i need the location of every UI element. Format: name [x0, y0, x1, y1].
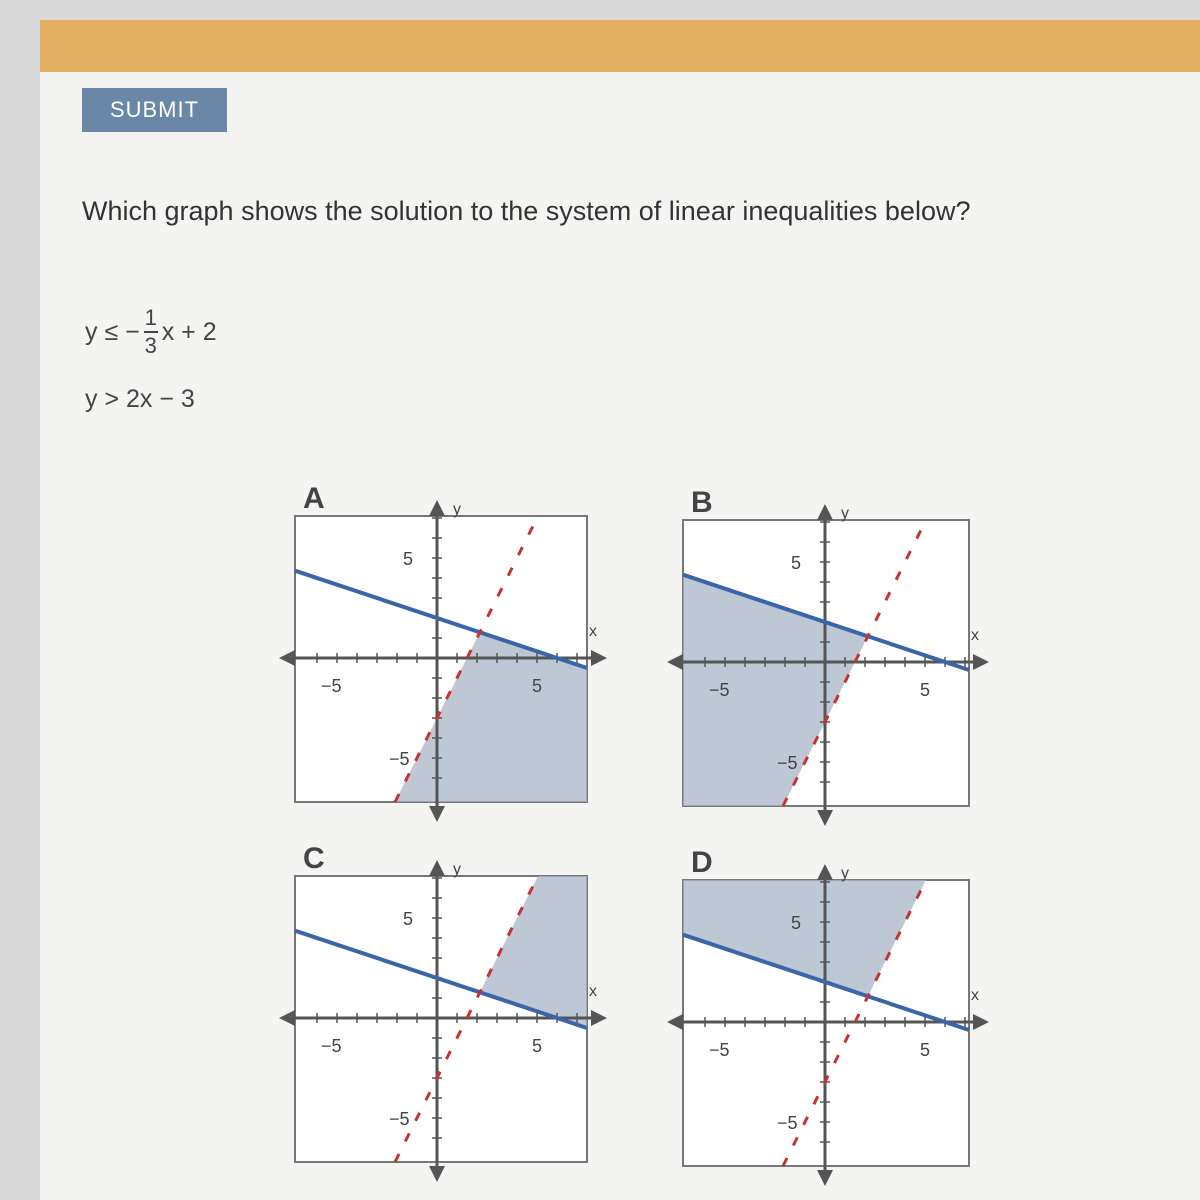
y-axis-label: y [453, 501, 461, 518]
graph-option-a[interactable] [279, 482, 607, 822]
x-tick-label-5: 5 [920, 680, 931, 700]
y-axis-arrow-down [817, 810, 833, 826]
x-axis-arrow-right [591, 650, 607, 666]
x-tick-label-5: 5 [532, 1036, 543, 1056]
y-axis-arrow-up [817, 504, 833, 520]
graph-label-c: C [303, 842, 325, 875]
y-tick-label-neg5: −5 [389, 1109, 410, 1129]
graph-option-c[interactable] [279, 842, 607, 1182]
x-axis-label: x [971, 987, 979, 1004]
x-axis-arrow-left [667, 654, 683, 670]
fraction-numerator: 1 [144, 305, 157, 330]
x-axis-arrow-left [667, 1014, 683, 1030]
y-axis-label: y [841, 505, 849, 522]
x-axis-label: x [589, 983, 597, 1000]
y-axis-arrow-down [429, 806, 445, 822]
y-tick-label-neg5: −5 [777, 1113, 798, 1133]
x-axis-arrow-left [279, 650, 295, 666]
graph-option-d[interactable] [667, 846, 989, 1186]
y-tick-label-5: 5 [403, 549, 414, 569]
y-tick-label-5: 5 [403, 909, 414, 929]
y-tick-label-5: 5 [791, 553, 802, 573]
y-axis-arrow-down [429, 1166, 445, 1182]
graph-option-b[interactable] [667, 486, 989, 826]
x-axis-label: x [971, 627, 979, 644]
x-tick-label-neg5: −5 [321, 676, 342, 696]
graph-label-b: B [691, 486, 713, 519]
fraction-denominator: 3 [144, 333, 157, 358]
x-tick-label-neg5: −5 [709, 1040, 730, 1060]
question-prompt: Which graph shows the solution to the system of linear inequalities below? [82, 196, 971, 226]
x-axis-arrow-right [973, 1014, 989, 1030]
y-tick-label-neg5: −5 [389, 749, 410, 769]
graph-label-d: D [691, 846, 713, 879]
x-axis-arrow-right [591, 1010, 607, 1026]
x-tick-label-neg5: −5 [321, 1036, 342, 1056]
y-axis-arrow-up [429, 860, 445, 876]
x-tick-label-5: 5 [920, 1040, 931, 1060]
x-tick-label-5: 5 [532, 676, 543, 696]
x-axis-label: x [589, 623, 597, 640]
x-axis-arrow-left [279, 1010, 295, 1026]
y-axis-arrow-down [817, 1170, 833, 1186]
y-tick-label-neg5: −5 [777, 753, 798, 773]
inequality-1-rhs: x + 2 [161, 317, 217, 346]
x-axis-arrow-right [973, 654, 989, 670]
y-axis-arrow-up [817, 864, 833, 880]
y-tick-label-5: 5 [791, 913, 802, 933]
y-axis-label: y [841, 865, 849, 882]
inequality-2: y > 2x − 3 [85, 385, 195, 413]
submit-button[interactable]: SUBMIT [82, 88, 227, 132]
y-axis-arrow-up [429, 500, 445, 516]
inequality-1-lhs: y ≤ − [85, 317, 140, 346]
graph-label-a: A [303, 482, 325, 515]
x-tick-label-neg5: −5 [709, 680, 730, 700]
y-axis-label: y [453, 861, 461, 878]
